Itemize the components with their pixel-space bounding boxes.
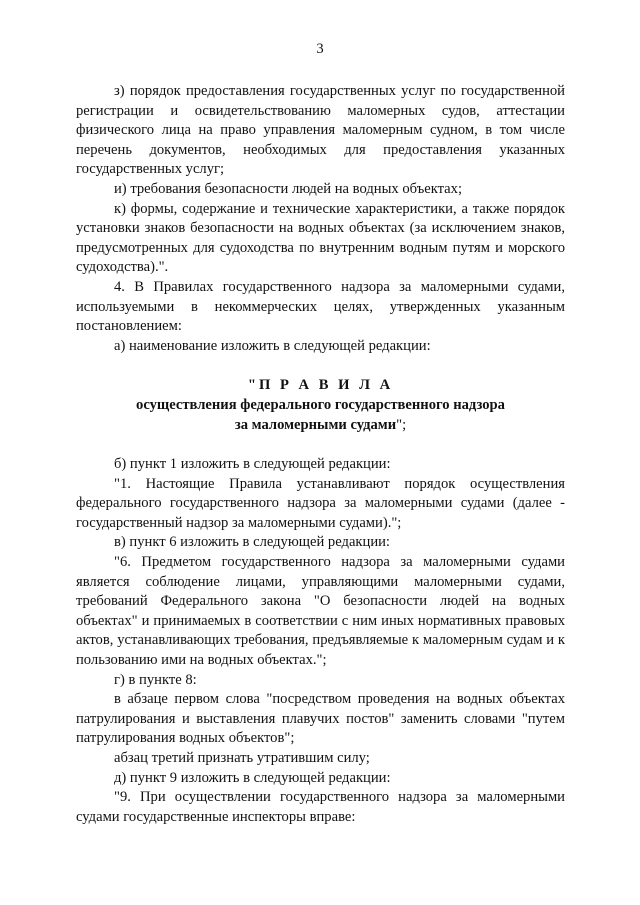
paragraph-item-g: г) в пункте 8: xyxy=(114,671,197,688)
paragraph-item-a: а) наименование изложить в следующей редакции: xyxy=(114,337,431,354)
paragraph-clause-9: "9. При осуществлении государственного надзора за маломерными судами государственные инспекторы вправе: xyxy=(76,789,565,825)
paragraph-item-v: в) пункт 6 изложить в следующей редакции: xyxy=(114,534,390,551)
paragraph-section-4: 4. В Правилах государственного надзора за маломерными судами, используемыми в некоммерческих целях, утвержденных указанным постановлением: xyxy=(76,278,565,335)
paragraph-item-b: б) пункт 1 изложить в следующей редакции: xyxy=(114,456,391,473)
document-body xyxy=(76,82,565,827)
paragraph-item-k: к) формы, содержание и технические характеристики, а также порядок установки знаков безопасности на водных объектах (за исключением знаков, предусмотренных для судоходства по внутренним водным путям и морского судоходства).". xyxy=(76,200,565,276)
paragraph-abzac-1: в абзаце первом слова "посредством проведения на водных объектах патрулирования и выставления плавучих постов" заменить словами "путем патрулирования водных объектов"; xyxy=(76,691,565,747)
paragraph-clause-1: "1. Настоящие Правила устанавливают порядок осуществления федерального государственного надзора за маломерными судами (далее - государственный надзор за маломерными судами)."; xyxy=(76,475,565,531)
heading-title: "П Р А В И Л А xyxy=(247,377,394,394)
paragraph-clause-6: "6. Предметом государственного надзора за маломерными судами является соблюдение лицами, управляющими маломерными судами, требований Федерального закона "О безопасности людей на водных объектах" и принимаемых в соответствии с ним иных нормативных правовых актов, устанавливающих требования, предъявляемые к маломерным судам и к пользованию ими на водных объектах."; xyxy=(76,554,565,669)
heading-subtitle-line1: осуществления федерального государственного надзора xyxy=(136,396,505,413)
paragraph-item-d: д) пункт 9 изложить в следующей редакции: xyxy=(114,769,391,786)
page-number: 3 xyxy=(316,41,324,57)
paragraph-item-i: и) требования безопасности людей на водных объектах; xyxy=(114,180,462,197)
paragraph-abzac-3: абзац третий признать утратившим силу; xyxy=(114,750,370,766)
paragraph-item-z: з) порядок предоставления государственных услуг по государственной регистрации и освидетельствованию маломерных судов, аттестации физического лица на право управления маломерным судном, в том числе перечень документов, необходимых для предоставления указанных государственных услуг; xyxy=(76,83,565,178)
heading-subtitle-line2 xyxy=(76,416,565,436)
heading-subtitle-line2-text: за маломерными судами xyxy=(234,416,397,433)
heading-subtitle-tail: "; xyxy=(396,416,407,433)
